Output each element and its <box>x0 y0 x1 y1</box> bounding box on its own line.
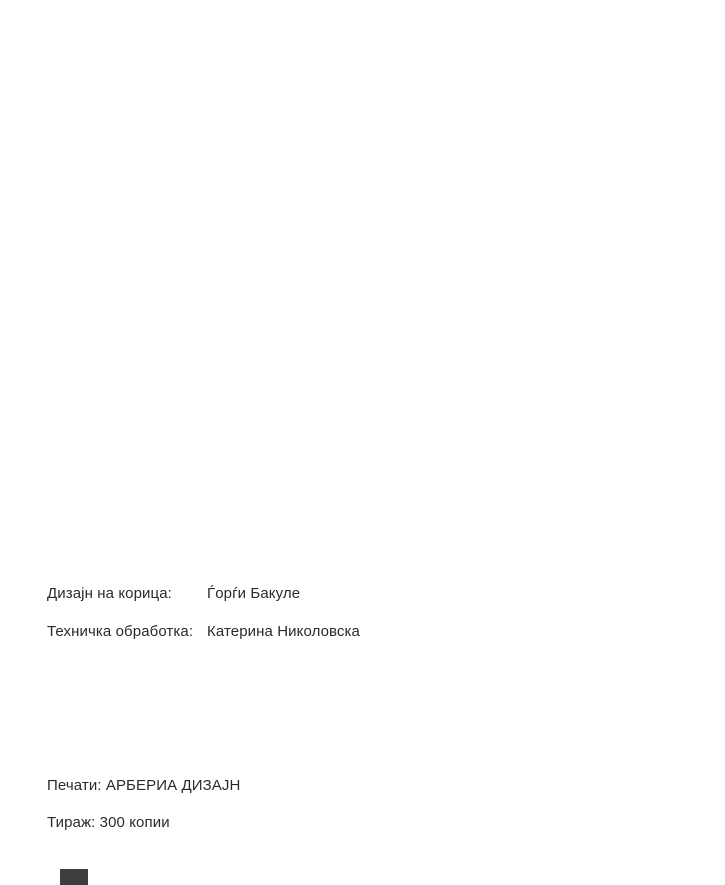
print-line-printer: Печати: АРБЕРИА ДИЗАЈН <box>47 777 241 794</box>
credit-row-cover-design <box>47 586 300 601</box>
credit-value-technical-processing: Катерина Николовска <box>207 623 360 640</box>
credit-label-technical-processing: Техничка обработка: <box>47 623 194 640</box>
credit-label-cover-design: Дизајн на корица: <box>47 585 172 602</box>
scan-artifact-rectangle <box>60 869 88 885</box>
credit-value-cover-design: Ѓорѓи Бакуле <box>207 585 301 602</box>
print-line-circulation: Тираж: 300 копии <box>47 814 170 831</box>
credit-row-technical-processing <box>47 624 360 639</box>
